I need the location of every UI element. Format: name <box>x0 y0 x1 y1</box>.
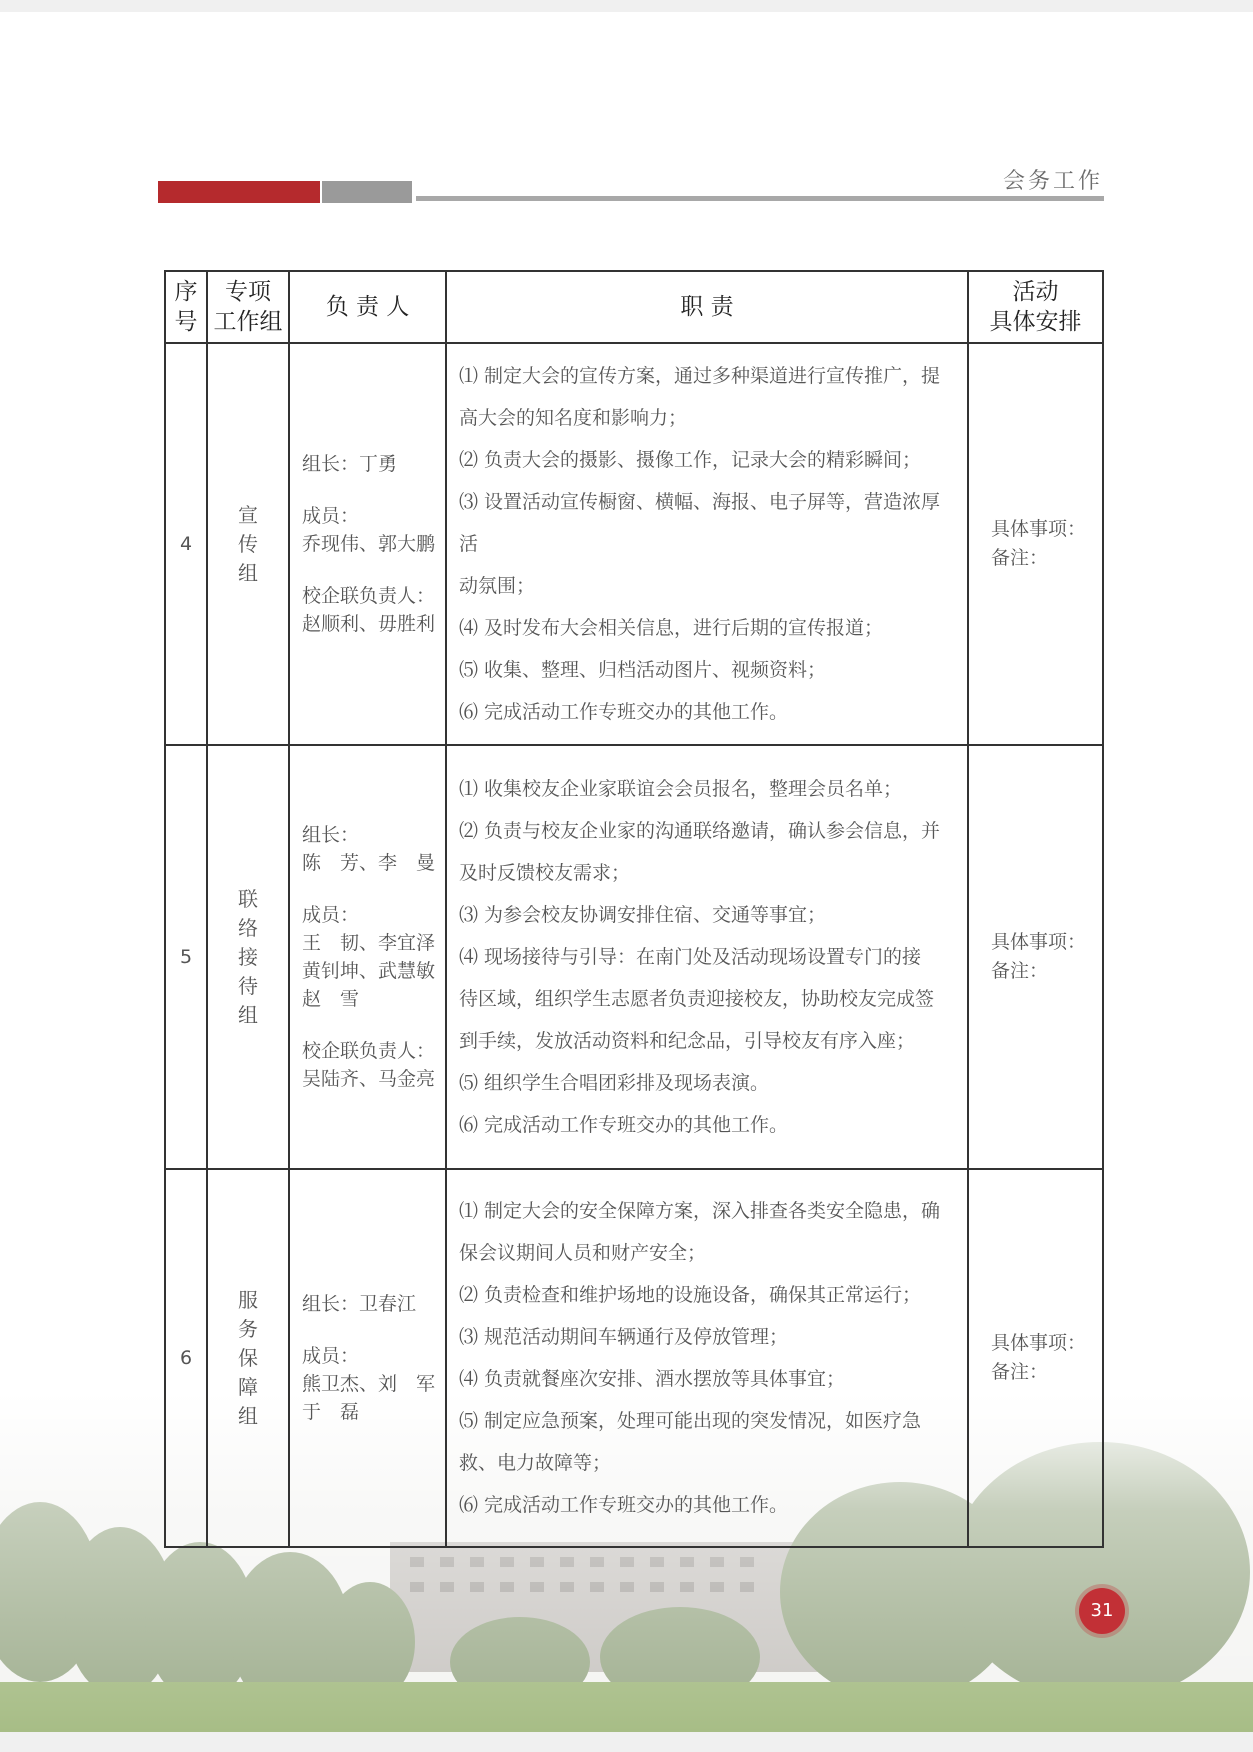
duty-line: ⑹ 完成活动工作专班交办的其他工作。 <box>459 701 789 723</box>
duty-line: ⑶ 为参会校友协调安排住宿、交通等事宜； <box>459 904 827 926</box>
table-row <box>165 745 1103 1169</box>
lead-line: 乔现伟、郭大鹏 <box>302 533 436 555</box>
lead-cell <box>289 343 446 745</box>
duty-line: 待区域，组织学生志愿者负责迎接校友，协助校友完成签 <box>459 988 935 1010</box>
activity-line: 具体事项： <box>991 931 1087 953</box>
group-cell <box>207 1169 289 1547</box>
duty-line: 救、电力故障等； <box>459 1452 612 1474</box>
col-header-group-line2: 工作组 <box>213 309 283 335</box>
col-header-lead: 负 责 人 <box>289 271 446 343</box>
col-header-activity-line1: 活动 <box>1012 279 1059 305</box>
activity-line: 备注： <box>991 1361 1049 1383</box>
duty-line: ⑸ 组织学生合唱团彩排及现场表演。 <box>459 1072 770 1094</box>
lead-line: 熊卫杰、刘 军 <box>302 1373 436 1395</box>
duty-line: ⑹ 完成活动工作专班交办的其他工作。 <box>459 1494 789 1516</box>
activity-line: 具体事项： <box>991 518 1087 540</box>
col-header-duty: 职 责 <box>446 271 968 343</box>
group-cell <box>207 745 289 1169</box>
duty-line: ⑵ 负责大会的摄影、摄像工作，记录大会的精彩瞬间； <box>459 449 922 471</box>
lead-line: 吴陆齐、马金亮 <box>302 1068 436 1090</box>
duty-cell <box>446 1169 968 1547</box>
activity-cell <box>968 745 1103 1169</box>
duty-line: ⑶ 设置活动宣传橱窗、横幅、海报、电子屏等，营造浓厚活 <box>459 491 941 555</box>
duty-line: ⑴ 制定大会的安全保障方案，深入排查各类安全隐患，确 <box>459 1200 941 1222</box>
duty-line: ⑸ 收集、整理、归档活动图片、视频资料； <box>459 659 827 681</box>
duty-line: 动氛围； <box>459 575 536 597</box>
lead-line: 校企联负责人： <box>302 1040 436 1062</box>
page-number-badge: 31 <box>1079 1588 1125 1634</box>
duty-line: ⑹ 完成活动工作专班交办的其他工作。 <box>459 1114 789 1136</box>
duty-line: ⑵ 负责与校友企业家的沟通联络邀请，确认参会信息，并 <box>459 820 941 842</box>
duty-cell <box>446 745 968 1169</box>
lead-line: 于 磊 <box>302 1401 360 1423</box>
lead-line: 赵 雪 <box>302 988 360 1010</box>
duty-line: 保会议期间人员和财产安全； <box>459 1242 707 1264</box>
duty-line: ⑷ 现场接待与引导：在南门处及活动现场设置专门的接 <box>459 946 922 968</box>
lead-line: 成员： <box>302 904 360 926</box>
lead-line: 成员： <box>302 505 360 527</box>
col-header-group <box>207 271 289 343</box>
lead-line: 组长：丁勇 <box>302 453 398 475</box>
lead-line: 校企联负责人： <box>302 585 436 607</box>
duty-table <box>164 270 1104 1548</box>
duty-line: ⑴ 制定大会的宣传方案，通过多种渠道进行宣传推广，提 <box>459 365 941 387</box>
lead-line: 黄钊坤、武慧敏 <box>302 960 436 982</box>
group-cell <box>207 343 289 745</box>
header-accent-bar-gray <box>322 181 412 203</box>
lead-line: 陈 芳、李 曼 <box>302 852 436 874</box>
activity-line: 备注： <box>991 960 1049 982</box>
activity-line: 备注： <box>991 547 1049 569</box>
row-number: 6 <box>165 1169 207 1547</box>
col-header-activity-line2: 具体安排 <box>989 309 1082 335</box>
lead-line: 王 韧、李宜泽 <box>302 932 436 954</box>
group-name: 宣传组 <box>238 502 258 585</box>
col-header-activity <box>968 271 1103 343</box>
activity-cell <box>968 1169 1103 1547</box>
table-header-row <box>165 271 1103 343</box>
lead-cell <box>289 1169 446 1547</box>
duty-line: 高大会的知名度和影响力； <box>459 407 688 429</box>
group-name: 联络接待组 <box>238 886 258 1027</box>
col-header-no-line2: 号 <box>174 309 198 335</box>
duty-line: ⑷ 负责就餐座次安排、酒水摆放等具体事宜； <box>459 1368 846 1390</box>
header-rule <box>416 196 1104 201</box>
lead-cell <box>289 745 446 1169</box>
duty-line: ⑶ 规范活动期间车辆通行及停放管理； <box>459 1326 789 1348</box>
duty-line: ⑴ 收集校友企业家联谊会会员报名，整理会员名单； <box>459 778 903 800</box>
document-page <box>0 12 1253 1732</box>
duty-line: ⑸ 制定应急预案，处理可能出现的突发情况，如医疗急 <box>459 1410 922 1432</box>
lead-line: 组长： <box>302 824 360 846</box>
table-row <box>165 1169 1103 1547</box>
lead-line: 成员： <box>302 1345 360 1367</box>
lead-line: 赵顺利、毋胜利 <box>302 613 436 635</box>
duty-line: ⑵ 负责检查和维护场地的设施设备，确保其正常运行； <box>459 1284 922 1306</box>
duty-line: 及时反馈校友需求； <box>459 862 631 884</box>
duty-line: ⑷ 及时发布大会相关信息，进行后期的宣传报道； <box>459 617 884 639</box>
section-title: 会务工作 <box>1002 169 1103 194</box>
duty-line: 到手续，发放活动资料和纪念品，引导校友有序入座； <box>459 1030 916 1052</box>
duty-cell <box>446 343 968 745</box>
col-header-no <box>165 271 207 343</box>
row-number: 4 <box>165 343 207 745</box>
lead-line: 组长：卫春江 <box>302 1293 417 1315</box>
row-number: 5 <box>165 745 207 1169</box>
group-name: 服务保障组 <box>238 1287 258 1428</box>
table-row <box>165 343 1103 745</box>
col-header-group-line1: 专项 <box>225 279 271 305</box>
col-header-no-line1: 序 <box>174 279 198 305</box>
header-accent-bar-red <box>158 181 320 203</box>
activity-line: 具体事项： <box>991 1332 1087 1354</box>
activity-cell <box>968 343 1103 745</box>
